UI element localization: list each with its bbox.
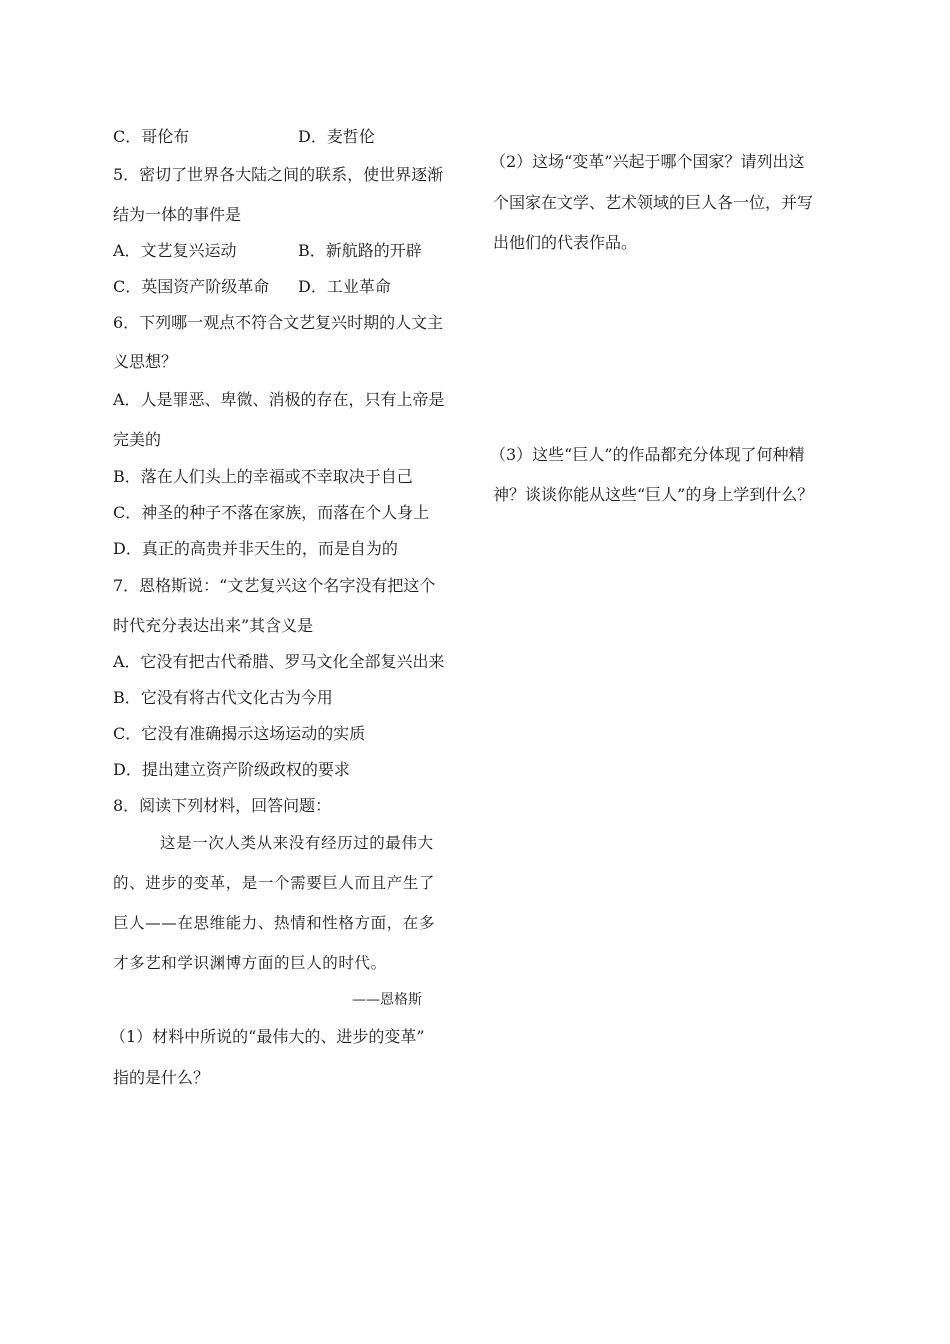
q6-option-a-line2: 完美的 bbox=[113, 430, 162, 449]
q6-stem-line2: 义思想？ bbox=[113, 352, 178, 371]
q7-option-c: C．它没有准确揭示这场运动的实质 bbox=[113, 724, 366, 743]
q8-sub2-line3: 出他们的代表作品。 bbox=[493, 233, 638, 252]
q7-option-a: A．它没有把古代希腊、罗马文化全部复兴出来 bbox=[113, 652, 445, 671]
q7-stem-line1: 7．恩格斯说：“文艺复兴这个名字没有把这个 bbox=[113, 576, 436, 595]
q5-option-a: A．文艺复兴运动 bbox=[113, 241, 237, 260]
quote-line2: 的、进步的变革，是一个需要巨人而且产生了 bbox=[113, 874, 436, 892]
q8-stem: 8．阅读下列材料，回答问题： bbox=[113, 796, 332, 815]
q8-sub3-line2: 神？谈谈你能从这些“巨人”的身上学到什么？ bbox=[493, 485, 814, 504]
q8-sub2-line2: 个国家在文学、艺术领域的巨人各一位，并写 bbox=[493, 193, 814, 212]
q6-stem-line1: 6．下列哪一观点不符合文艺复兴时期的人文主 bbox=[113, 313, 444, 332]
q7-option-b: B．它没有将古代文化古为今用 bbox=[113, 688, 333, 707]
q5-option-b: B．新航路的开辟 bbox=[298, 241, 422, 260]
q6-option-d: D．真正的高贵并非天生的，而是自为的 bbox=[113, 539, 398, 558]
q5-stem-line1: 5．密切了世界各大陆之间的联系，使世界逐渐 bbox=[113, 165, 444, 184]
q5-stem-line2: 结为一体的事件是 bbox=[113, 205, 242, 224]
q5-option-c: C．英国资产阶级革命 bbox=[113, 277, 270, 296]
quote-line1: 这是一次人类从来没有经历过的最伟大 bbox=[160, 834, 434, 852]
quote-line4: 才多艺和学识渊博方面的巨人的时代。 bbox=[113, 954, 387, 972]
quote-line3: 巨人——在思维能力、热情和性格方面，在多 bbox=[113, 914, 436, 932]
q7-stem-line2: 时代充分表达出来”其含义是 bbox=[113, 616, 314, 635]
q6-option-b: B．落在人们头上的幸福或不幸取决于自己 bbox=[113, 467, 413, 486]
q5-option-d: D．工业革命 bbox=[298, 277, 391, 296]
q8-sub2-line1: （2）这场“变革”兴起于哪个国家？请列出这 bbox=[490, 152, 805, 171]
q6-option-c: C．神圣的种子不落在家族，而落在个人身上 bbox=[113, 503, 430, 522]
q6-option-a-line1: A．人是罪恶、卑微、消极的存在，只有上帝是 bbox=[113, 390, 445, 409]
q8-sub1-line1: （1）材料中所说的“最伟大的、进步的变革” bbox=[110, 1027, 425, 1046]
q8-sub3-line1: （3）这些“巨人”的作品都充分体现了何种精 bbox=[490, 445, 805, 464]
q7-option-d: D．提出建立资产阶级政权的要求 bbox=[113, 760, 350, 779]
quote-attribution: ——恩格斯 bbox=[352, 992, 422, 1008]
q4-option-d: D．麦哲伦 bbox=[298, 127, 375, 146]
q4-option-c: C．哥伦布 bbox=[113, 127, 190, 146]
q8-sub1-line2: 指的是什么？ bbox=[113, 1068, 210, 1087]
